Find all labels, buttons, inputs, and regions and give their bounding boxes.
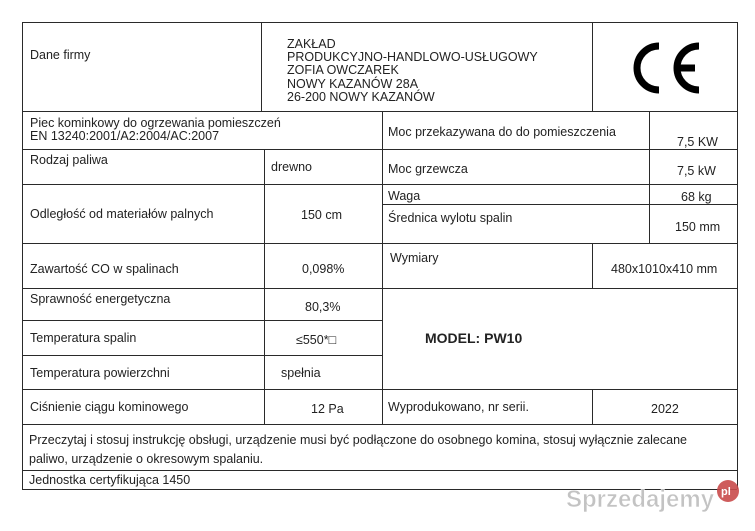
flue-diameter-label: Średnica wylotu spalin xyxy=(388,211,513,225)
ce-mark-icon xyxy=(628,40,706,96)
border-top xyxy=(22,22,737,23)
model-number: MODEL: PW10 xyxy=(425,330,523,346)
flue-temp-label: Temperatura spalin xyxy=(30,331,137,345)
watermark-badge: pl xyxy=(721,486,731,498)
watermark-logo-icon xyxy=(566,475,746,521)
flue-diameter-value: 150 mm xyxy=(675,220,721,234)
divider-col-4b xyxy=(592,243,593,288)
fuel-value: drewno xyxy=(271,160,312,174)
certification-text: Jednostka certyfikująca 1450 xyxy=(29,473,191,487)
product-name: Piec kominkowy do ogrzewania pomieszczeń EN 13240:2001/A2:2004/AC:2007 xyxy=(30,116,281,144)
company-address: ZAKŁAD PRODUKCYJNO-HANDLOWO-USŁUGOWY ZOFIA OWCZAREK NOWY KAZANÓW 28A 26-200 NOWY KAZANÓW xyxy=(287,37,538,104)
divider-row-3 xyxy=(22,243,737,244)
divider-row-2r xyxy=(382,184,737,185)
divider-col-3 xyxy=(382,111,383,424)
serial-value: 2022 xyxy=(651,402,679,416)
distance-value: 150 cm xyxy=(301,208,342,222)
draft-value: 12 Pa xyxy=(311,402,344,416)
divider-instructions xyxy=(22,470,737,471)
co-value: 0,098% xyxy=(302,262,345,276)
divider-row-5 xyxy=(22,320,382,321)
dimensions-value: 480x1010x410 mm xyxy=(611,262,718,276)
divider-company-left xyxy=(261,22,262,111)
weight-value: 68 kg xyxy=(681,190,712,204)
instructions-text: Przeczytaj i stosuj instrukcję obsługi, urządzenie musi być podłączone do osobnego komina, stosuj wyłącznie zalecane paliwo, urządzenie o okresowym spalaniu. xyxy=(29,433,687,466)
surface-temp-value: spełnia xyxy=(281,366,321,380)
divider-row-7 xyxy=(22,389,737,390)
distance-label: Odległość od materiałów palnych xyxy=(30,207,214,221)
border-right xyxy=(737,22,738,489)
draft-label: Ciśnienie ciągu kominowego xyxy=(30,400,189,414)
efficiency-value: 80,3% xyxy=(305,300,341,314)
serial-label: Wyprodukowano, nr serii. xyxy=(388,400,529,414)
fuel-label: Rodzaj paliwa xyxy=(30,153,108,167)
divider-header xyxy=(22,111,737,112)
surface-temp-label: Temperatura powierzchni xyxy=(30,366,170,380)
divider-row-1r xyxy=(382,149,737,150)
divider-row-8 xyxy=(22,424,737,425)
flue-temp-value: ≤550*□ xyxy=(296,333,337,347)
room-power-label: Moc przekazywana do do pomieszczenia xyxy=(388,125,616,139)
room-power-value: 7,5 KW xyxy=(677,135,718,149)
divider-weight xyxy=(382,204,737,205)
heating-power-value: 7,5 kW xyxy=(677,164,716,178)
border-left xyxy=(22,22,23,489)
heating-power-label: Moc grzewcza xyxy=(388,162,468,176)
divider-row-2 xyxy=(22,184,382,185)
divider-col-2 xyxy=(264,149,265,424)
weight-label: Waga xyxy=(388,189,421,203)
efficiency-label: Sprawność energetyczna xyxy=(30,292,171,306)
divider-company-right xyxy=(592,22,593,111)
co-label: Zawartość CO w spalinach xyxy=(30,262,179,276)
divider-col-4c xyxy=(592,389,593,424)
company-label: Dane firmy xyxy=(30,48,91,62)
divider-row-6 xyxy=(22,355,382,356)
divider-row-1 xyxy=(22,149,382,150)
divider-col-4a xyxy=(649,111,650,243)
dimensions-label: Wymiary xyxy=(390,251,439,265)
divider-row-4 xyxy=(22,288,737,289)
watermark-brand: Sprzedajemy xyxy=(566,486,715,513)
